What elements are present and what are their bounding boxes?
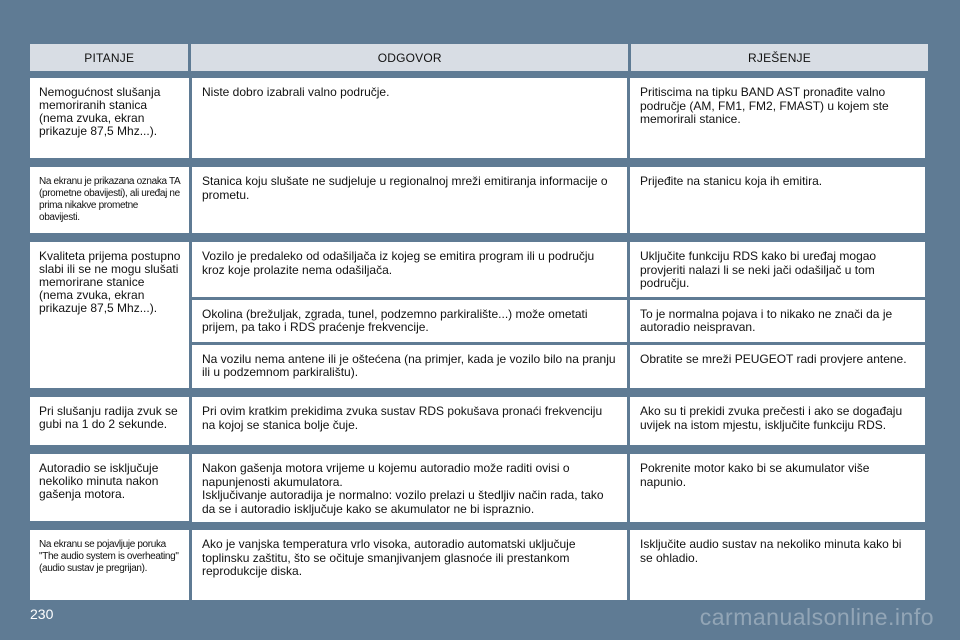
answer-cell: Niste dobro izabrali valno područje. — [189, 78, 627, 158]
question-cell: Nemogućnost slušanja memoriranih stanica (nema zvuka, ekran prikazuje 87,5 Mhz...). — [30, 78, 189, 158]
question-cell: Autoradio se isključuje nekoliko minuta nakon gašenja motora. — [30, 454, 189, 521]
solution-cell: To je normalna pojava i to nikako ne znači da je autoradio neispravan. — [627, 300, 925, 342]
table-header — [30, 44, 928, 71]
header-rjesenje: RJEŠENJE — [628, 44, 928, 71]
solution-cell: Isključite audio sustav na nekoliko minuta kako bi se ohladio. — [627, 530, 925, 600]
table-row — [30, 454, 928, 521]
faq-table — [30, 44, 928, 609]
solution-cell: Ako su ti prekidi zvuka prečesti i ako se događaju uvijek na istom mjestu, isključite funkciju RDS. — [627, 397, 925, 445]
page-number: 230 — [30, 606, 54, 622]
answer-cell: Okolina (brežuljak, zgrada, tunel, podzemno parkiralište...) može ometati prijem, pa tako i RDS praćenje frekvencije. — [189, 300, 627, 342]
question-cell: Na ekranu se pojavljuje poruka "The audio system is overheating" (audio sustav je pregrijan). — [30, 530, 189, 600]
answer-cell: Ako je vanjska temperatura vrlo visoka, autoradio automatski uključuje toplinsku zaštitu, što se očituje smanjivanjem glasnoće ili prestankom reprodukcije diska. — [189, 530, 627, 600]
question-cell: Na ekranu je prikazana oznaka TA (prometne obavijesti), ali uređaj ne prima nikakve prometne obavijesti. — [30, 167, 189, 233]
answer-cell: Vozilo je predaleko od odašiljača iz kojeg se emitira program ili u području kroz koje prolazite nema odašiljača. — [189, 242, 627, 297]
question-cell: Pri slušanju radija zvuk se gubi na 1 do 2 sekunde. — [30, 397, 189, 445]
table-row — [30, 530, 928, 600]
solution-cell: Pritiscima na tipku BAND AST pronađite valno područje (AM, FM1, FM2, FMAST) u kojem ste memorirali stanice. — [627, 78, 925, 158]
table-row — [30, 397, 928, 445]
answer-cell: Nakon gašenja motora vrijeme u kojemu autoradio može raditi ovisi o napunjenosti akumulatora. Isključivanje autoradija je normalno: vozilo prelazi u štedljiv način rada, tako da se i autoradio isključuje kako se akumulator ne bi ispraznio. — [189, 454, 627, 522]
header-odgovor: ODGOVOR — [188, 44, 628, 71]
solution-cell: Prijeđite na stanicu koja ih emitira. — [627, 167, 925, 233]
solution-cell: Pokrenite motor kako bi se akumulator više napunio. — [627, 454, 925, 522]
answer-cell: Na vozilu nema antene ili je oštećena (na primjer, kada je vozilo bilo na pranju ili u podzemnom parkiralištu). — [189, 345, 627, 389]
question-cell: Kvaliteta prijema postupno slabi ili se ne mogu slušati memorirane stanice (nema zvuka, ekran prikazuje 87,5 Mhz...). — [30, 242, 189, 388]
answer-cell: Pri ovim kratkim prekidima zvuka sustav RDS pokušava pronaći frekvenciju na kojoj se stanica bolje čuje. — [189, 397, 627, 445]
watermark: carmanualsonline.info — [699, 604, 934, 630]
table-row — [30, 167, 928, 233]
header-pitanje: PITANJE — [84, 50, 135, 65]
table-row — [30, 242, 928, 388]
solution-cell: Obratite se mreži PEUGEOT radi provjere antene. — [627, 345, 925, 389]
solution-cell: Uključite funkciju RDS kako bi uređaj mogao provjeriti nalazi li se neki jači odašiljač u tom području. — [627, 242, 925, 297]
table-row — [30, 78, 928, 158]
answer-cell: Stanica koju slušate ne sudjeluje u regionalnoj mreži emitiranja informacije o prometu. — [189, 167, 627, 233]
